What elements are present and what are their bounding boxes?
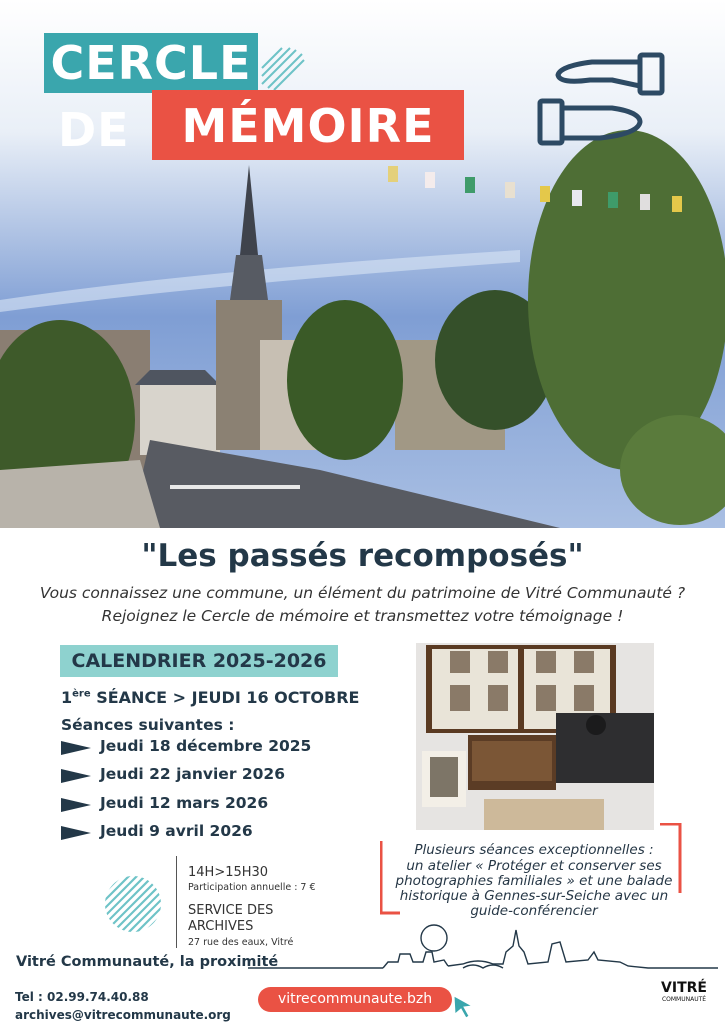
intro-line-1: Vous connaissez une commune, un élément du patrimoine de Vitré Communauté ? xyxy=(39,584,686,602)
exceptional-line-4: historique à Gennes-sur-Seiche avec un xyxy=(399,888,669,904)
session-date: Jeudi 12 mars 2026 xyxy=(100,794,269,812)
title-de: DE xyxy=(58,103,130,157)
logo-subtext: COMMUNAUTÉ xyxy=(661,996,707,1003)
email-address[interactable]: archives@vitrecommunaute.org xyxy=(15,1008,231,1022)
skyline-illustration xyxy=(248,922,718,972)
title-cercle: CERCLE xyxy=(44,33,258,93)
arrow-icon xyxy=(61,769,91,783)
intro-line-2: Rejoignez le Cercle de mémoire et transmettez votre témoignage ! xyxy=(101,607,624,625)
session-date: Jeudi 9 avril 2026 xyxy=(100,822,253,840)
exceptional-line-5: guide-conférencier xyxy=(470,903,598,919)
service-address: 27 rue des eaux, Vitré xyxy=(188,937,294,948)
exceptional-line-2: un atelier « Protéger et conserver ses xyxy=(406,858,662,874)
vitre-logo xyxy=(654,980,714,1003)
first-session-text: SÉANCE > JEUDI 16 OCTOBRE xyxy=(90,688,360,707)
first-session xyxy=(61,688,359,707)
service-name-line2: ARCHIVES xyxy=(188,919,254,934)
arrow-icon xyxy=(61,741,91,755)
exceptional-line-3: photographies familiales » et une balade xyxy=(395,873,673,889)
info-divider xyxy=(176,856,177,948)
arrow-icon xyxy=(61,826,91,840)
title-memoire: MÉMOIRE xyxy=(152,90,464,160)
next-sessions-label: Séances suivantes : xyxy=(61,716,235,734)
session-date: Jeudi 22 janvier 2026 xyxy=(100,765,286,783)
archive-photo xyxy=(416,643,654,830)
cursor-icon xyxy=(452,994,476,1020)
exceptional-line-1: Plusieurs séances exceptionnelles : xyxy=(414,842,654,858)
session-time: 14H>15H30 xyxy=(188,865,269,880)
website-link-button[interactable]: vitrecommunaute.bzh xyxy=(258,987,452,1012)
participation-fee: Participation annuelle : 7 € xyxy=(188,882,316,893)
service-name-line1: SERVICE DES xyxy=(188,903,274,918)
archives-logo-icon xyxy=(104,875,162,933)
logo-text: VITRÉ xyxy=(661,980,707,996)
event-title: "Les passés recomposés" xyxy=(141,538,584,574)
calendar-badge: CALENDRIER 2025-2026 xyxy=(60,645,338,677)
phone-number[interactable]: Tel : 02.99.74.40.88 xyxy=(15,990,149,1004)
session-date: Jeudi 18 décembre 2025 xyxy=(100,737,312,755)
first-session-num: 1 xyxy=(61,688,73,707)
first-session-sup: ère xyxy=(72,688,91,700)
arrow-icon xyxy=(61,798,91,812)
tagline: Vitré Communauté, la proximité xyxy=(16,954,279,970)
